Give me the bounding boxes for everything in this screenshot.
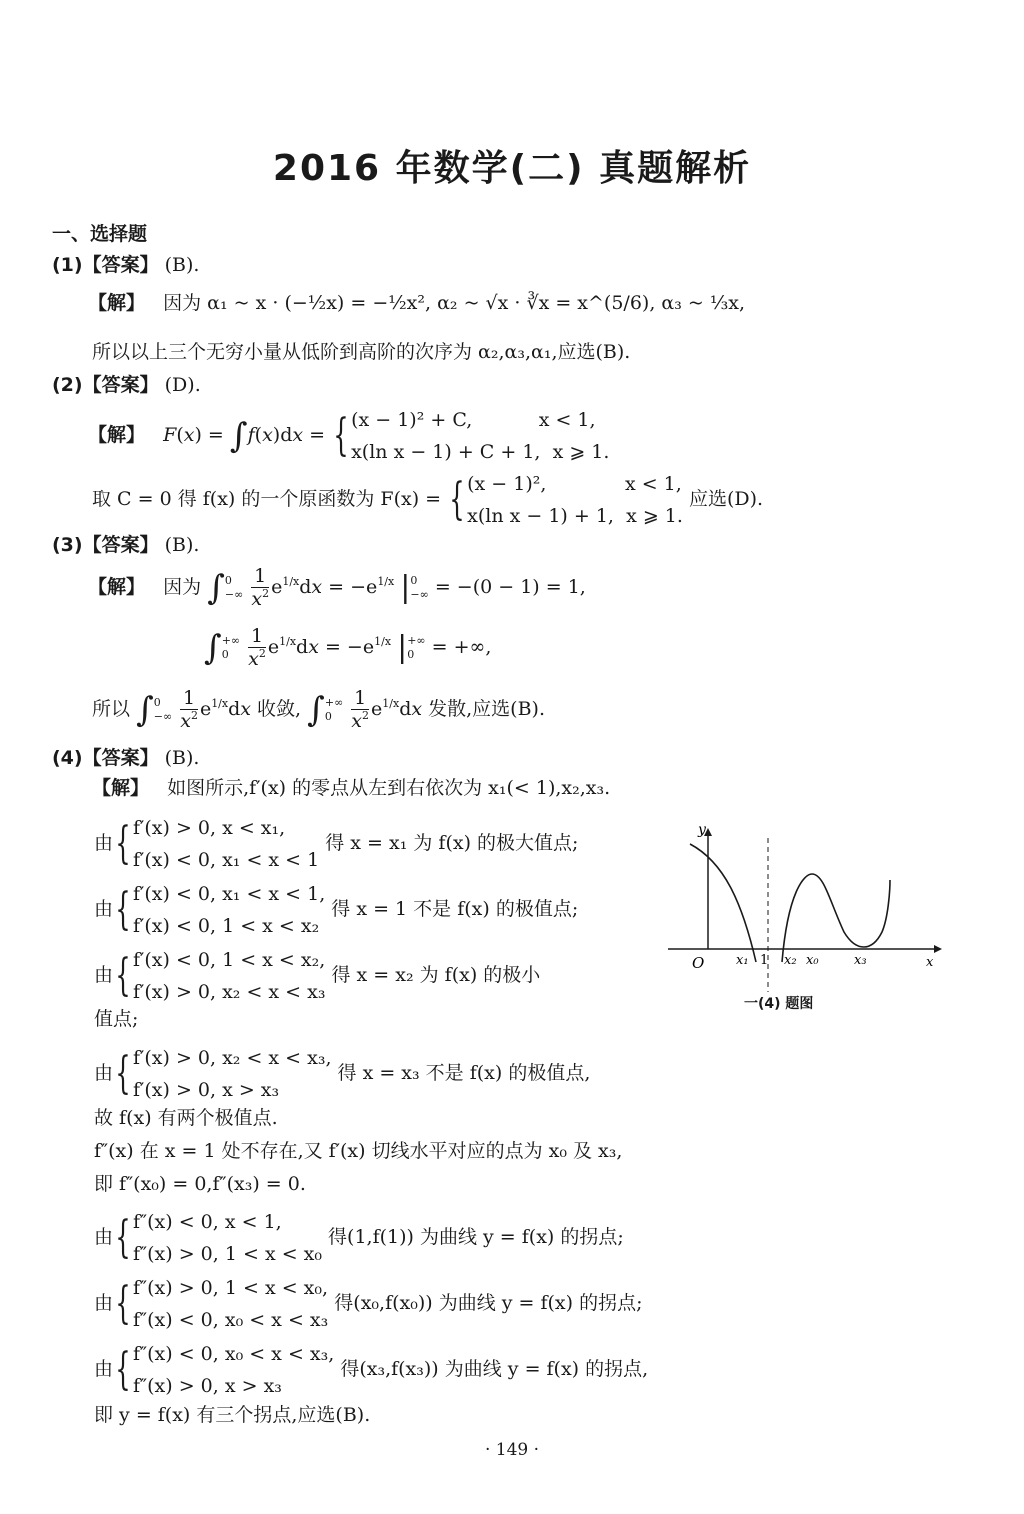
x-axis-label: x [926,955,934,970]
q4-label: (4)【答案】 [52,747,159,769]
x-axis-arrow [934,945,942,953]
q3-conclusion: 所以 ∫0 −∞ $\frac{1}{x^2}$ $e^{1/x}dx$ 收敛, ∫+∞ 0 $\frac{1}{x^2}$ $e^{1/x}dx$ 发散,应选(B). [92,687,545,732]
q2-take-cond2: x ⩾ 1. [626,505,683,527]
q4-answer-line [52,749,199,768]
t3b: f″(x) > 0, x > x₃ [133,1375,282,1397]
you-label: 由 [94,1358,114,1380]
q4-step2: 由{ f′(x) < 0, x₁ < x < 1, f′(x) < 0, 1 < x < x₂ 得 x = 1 不是 f(x) 的极值点; [94,883,579,937]
q2-sol-tag: 【解】 [88,424,146,446]
q2-cond2: x ⩾ 1. [552,441,610,463]
q2-case1: (x − 1)² + C, [351,409,473,431]
q2-take-case2: x(ln x − 1) + 1, [467,505,614,527]
s4b: f′(x) > 0, x > x₃ [133,1079,280,1101]
q3-converge: 收敛, [257,697,302,720]
q3-answer: (B). [164,534,200,556]
tick-x0: x₀ [806,953,819,968]
q2-take: 取 C = 0 得 f(x) 的一个原函数为 F(x) = { (x − 1)², x < 1, x(ln x − 1) + 1, x ⩾ 1. 应选(D). [92,473,764,527]
q3-line2: ∫+∞ 0 $\frac{1}{x^2}$ $e^{1/x}dx = -e^{1/x}$ |+∞ 0 = +∞, [204,625,492,670]
t2a: f″(x) > 0, 1 < x < x₀, [133,1277,329,1299]
q3-answer-line [52,536,199,555]
q4-r2: 得 x = 1 不是 f(x) 的极值点; [331,898,579,920]
s2b: f′(x) < 0, 1 < x < x₂ [133,915,320,937]
origin-label: O [692,954,705,972]
you-label: 由 [94,1292,114,1314]
q4-t2: 由{ f″(x) > 0, 1 < x < x₀, f″(x) < 0, x₀ < x < x₃ 得(x₀,f(x₀)) 为曲线 y = f(x) 的拐点; [94,1277,643,1331]
curve-left [690,844,756,962]
q2-take-prefix: 取 C = 0 得 f(x) 的一个原函数为 F(x) = [92,488,442,510]
q4-r4: 得 x = x₃ 不是 f(x) 的极值点, [337,1062,591,1084]
figure-caption: 一(4) 题图 [744,996,814,1012]
q3-line1: 【解】 因为 ∫0 −∞ $\frac{1}{x^2}$ $e^{1/x}dx = -e^{1/x}$ |0 −∞ = −(0 − 1) = 1, [88,565,586,610]
q4-q3r: 得(x₃,f(x₃)) 为曲线 y = f(x) 的拐点, [340,1358,649,1380]
q1-sol-tag: 【解】 [88,292,146,314]
q4-intro-text: 如图所示,f′(x) 的零点从左到右依次为 x₁(< 1),x₂,x₃. [167,777,611,799]
tick-x2: x₂ [784,953,797,968]
q2-answer: (D). [164,374,201,396]
you-label: 由 [94,832,114,854]
page-title: 2016 年数学(二) 真题解析 [272,148,752,189]
q4-step4: 由{ f′(x) > 0, x₂ < x < x₃, f′(x) > 0, x > x₃ 得 x = x₃ 不是 f(x) 的极值点, [94,1047,591,1101]
t1b: f″(x) > 0, 1 < x < x₀ [133,1243,322,1265]
y-axis-label: y [698,822,706,838]
section-heading: 一、选择题 [52,223,148,245]
q4-final: 即 y = f(x) 有三个拐点,应选(B). [94,1404,371,1426]
you-label: 由 [94,898,114,920]
q3-line1-result: = −(0 − 1) = 1, [434,575,586,598]
q4-r1: 得 x = x₁ 为 f(x) 的极大值点; [325,832,579,854]
q2-solution: 【解】 F(x) = ∫f(x)dx = { (x − 1)² + C, x < 1, x(ln x − 1) + C + 1, x ⩾ 1. [88,409,610,463]
you-label: 由 [94,1226,114,1248]
q4-f2: f″(x) 在 x = 1 处不存在,又 f′(x) 切线水平对应的点为 x₀ 及 x₃, [94,1140,623,1162]
q2-take-case1: (x − 1)², [467,473,547,495]
q4-t3: 由{ f″(x) < 0, x₀ < x < x₃, f″(x) > 0, x > x₃ 得(x₃,f(x₃)) 为曲线 y = f(x) 的拐点, [94,1343,649,1397]
q3-line2-result: = +∞, [431,635,492,658]
s1b: f′(x) < 0, x₁ < x < 1 [133,849,320,871]
derivative-graph-figure [664,822,944,1022]
you-label: 由 [94,1062,114,1084]
s3b: f′(x) > 0, x₂ < x < x₃ [133,981,326,1003]
q1-answer-line [52,256,199,275]
you-label: 由 [94,964,114,986]
q2-cond1: x < 1, [538,409,596,431]
q3-label: (3)【答案】 [52,534,159,556]
q4-step1: 由{ f′(x) > 0, x < x₁, f′(x) < 0, x₁ < x < 1 得 x = x₁ 为 f(x) 的极大值点; [94,817,579,871]
q3-sol-tag: 【解】 [88,575,146,598]
q4-r3: 得 x = x₂ 为 f(x) 的极小 [331,964,541,986]
q1-solution [88,294,745,313]
s1a: f′(x) > 0, x < x₁, [133,817,286,839]
q2-take-suffix: 应选(D). [688,488,764,510]
q2-case2: x(ln x − 1) + C + 1, [351,441,541,463]
q4-t1: 由{ f″(x) < 0, x < 1, f″(x) > 0, 1 < x < x₀ 得(1,f(1)) 为曲线 y = f(x) 的拐点; [94,1211,624,1265]
t2b: f″(x) < 0, x₀ < x < x₃ [133,1309,329,1331]
q3-concl-prefix: 所以 [92,697,131,720]
q3-because: 因为 [163,575,202,598]
q4-intro [92,779,610,798]
q1-sol-text: 因为 α₁ ~ x · (−½x) = −½x², α₂ ~ √x · ∛x = x^(5/6), α₃ ~ ⅓x, [163,292,746,314]
q2-label: (2)【答案】 [52,374,159,396]
q4-so: 故 f(x) 有两个极值点. [94,1107,278,1129]
t3a: f″(x) < 0, x₀ < x < x₃, [133,1343,335,1365]
q1-conclusion: 所以以上三个无穷小量从低阶到高阶的次序为 α₂,α₃,α₁,应选(B). [92,341,631,363]
t1a: f″(x) < 0, x < 1, [133,1211,282,1233]
s2a: f′(x) < 0, x₁ < x < 1, [133,883,326,905]
q2-answer-line [52,376,201,395]
q4-answer: (B). [164,747,200,769]
q4-q2r: 得(x₀,f(x₀)) 为曲线 y = f(x) 的拐点; [334,1292,643,1314]
q3-diverge: 发散,应选(B). [428,697,545,720]
q4-q1r: 得(1,f(1)) 为曲线 y = f(x) 的拐点; [328,1226,624,1248]
page-number: · 149 · [484,1440,540,1460]
q4-r3b: 值点; [94,1008,139,1030]
q4-sol-tag: 【解】 [92,777,150,799]
tick-x3: x₃ [854,953,867,968]
tick-1: 1 [760,953,769,968]
q2-take-cond1: x < 1, [624,473,682,495]
q4-step3: 由{ f′(x) < 0, 1 < x < x₂, f′(x) > 0, x₂ < x < x₃ 得 x = x₂ 为 f(x) 的极小 [94,949,541,1003]
q1-answer: (B). [164,254,200,276]
q1-label: (1)【答案】 [52,254,159,276]
s4a: f′(x) > 0, x₂ < x < x₃, [133,1047,332,1069]
tick-x1: x₁ [736,953,749,968]
s3a: f′(x) < 0, 1 < x < x₂, [133,949,326,971]
q4-ie: 即 f″(x₀) = 0,f″(x₃) = 0. [94,1173,306,1195]
